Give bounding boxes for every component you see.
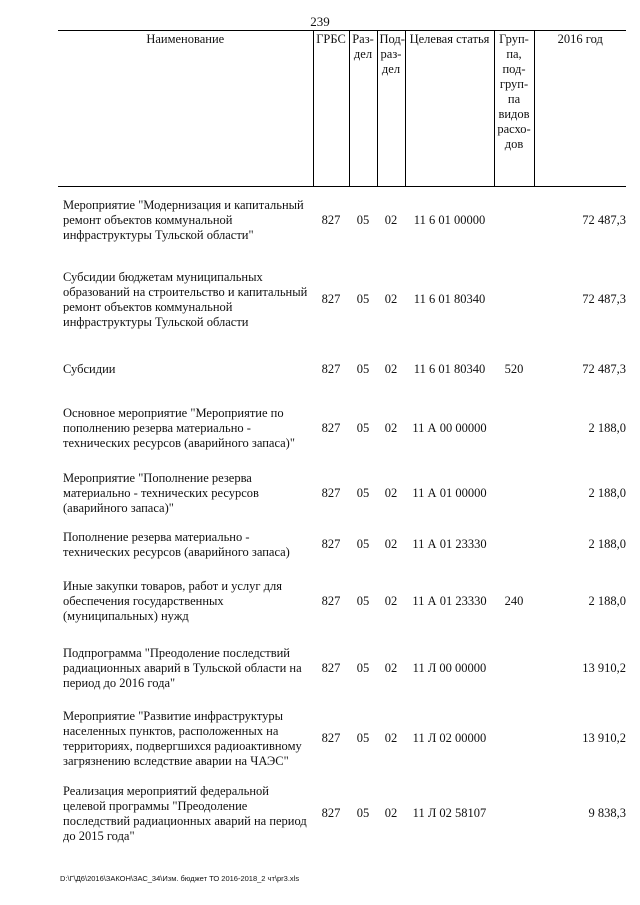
table-row <box>58 700 626 778</box>
row-name: Субсидии <box>63 362 116 376</box>
row-amount: 2 188,0 <box>588 594 626 608</box>
row-target: 11 6 01 80340 <box>413 292 486 306</box>
row-podrazdel: 02 <box>384 486 398 500</box>
row-podrazdel: 02 <box>384 421 398 435</box>
row-grbs: 827 <box>321 661 341 675</box>
table-header <box>58 31 626 187</box>
row-target: 11 А 01 00000 <box>412 486 487 500</box>
row-target: 11 Л 02 00000 <box>412 731 487 745</box>
row-podrazdel: 02 <box>384 292 398 306</box>
row-target: 11 А 00 00000 <box>412 421 487 435</box>
row-target: 11 Л 02 58107 <box>412 806 487 820</box>
row-podrazdel: 02 <box>384 212 398 227</box>
row-razdel: 05 <box>356 292 370 306</box>
row-podrazdel: 02 <box>384 731 398 745</box>
row-amount: 2 188,0 <box>588 421 626 435</box>
row-razdel: 05 <box>356 806 370 820</box>
row-amount: 9 838,3 <box>588 806 626 820</box>
row-target: 11 6 01 00000 <box>413 212 486 227</box>
row-group <box>494 464 534 524</box>
row-group <box>494 254 534 346</box>
table-row <box>58 778 626 850</box>
row-podrazdel: 02 <box>384 806 398 820</box>
row-amount: 2 188,0 <box>588 537 626 551</box>
row-name: Реализация мероприятий федеральной целевой программы "Преодоление последствий радиационных аварий на период до 2015 года" <box>63 783 307 843</box>
file-path-footer: D:\Г\Д6\2016\ЗАКОН\ЗАС_34\Изм. бюджет ТО 2016-2018_2 чт\pr3.xls <box>60 874 300 883</box>
row-target: 11 6 01 80340 <box>413 362 486 376</box>
row-amount: 72 487,3 <box>582 362 626 376</box>
header-year: 2016 год <box>534 31 626 187</box>
table-row <box>58 524 626 566</box>
row-grbs: 827 <box>321 292 341 306</box>
header-group: Груп- па, под- груп- па видов расхо- дов <box>494 31 534 187</box>
row-group <box>494 394 534 464</box>
row-razdel: 05 <box>356 594 370 608</box>
row-grbs: 827 <box>321 731 341 745</box>
row-amount: 13 910,2 <box>582 661 626 675</box>
row-podrazdel: 02 <box>384 594 398 608</box>
row-razdel: 05 <box>356 486 370 500</box>
row-target: 11 Л 00 00000 <box>412 661 487 675</box>
row-name: Мероприятие "Модернизация и капитальный ремонт объектов коммунальной инфраструктуры Тульской области" <box>63 197 304 242</box>
header-razdel: Раз- дел <box>349 31 377 187</box>
table-row <box>58 464 626 524</box>
row-grbs: 827 <box>321 421 341 435</box>
table-row <box>58 254 626 346</box>
row-amount: 72 487,3 <box>582 292 626 306</box>
row-name: Основное мероприятие "Мероприятие по пополнению резерва материально - технических ресурсов (аварийного запаса)" <box>63 406 295 450</box>
table-row <box>58 346 626 394</box>
row-group <box>494 187 534 254</box>
row-name: Иные закупки товаров, работ и услуг для обеспечения государственных (муниципальных) нужд <box>63 579 283 623</box>
header-name: Наименование <box>58 31 313 187</box>
row-razdel: 05 <box>356 362 370 376</box>
header-podrazdel: Под- раз- дел <box>377 31 405 187</box>
row-razdel: 05 <box>356 661 370 675</box>
row-target: 11 А 01 23330 <box>412 537 487 551</box>
row-group: 240 <box>504 594 524 608</box>
row-grbs: 827 <box>321 806 341 820</box>
row-podrazdel: 02 <box>384 362 398 376</box>
row-podrazdel: 02 <box>384 537 398 551</box>
row-grbs: 827 <box>321 362 341 376</box>
row-amount: 13 910,2 <box>582 731 626 745</box>
row-name: Мероприятие "Пополнение резерва материально - технических ресурсов (аварийного запаса)" <box>63 471 259 515</box>
row-grbs: 827 <box>321 537 341 551</box>
table-row <box>58 187 626 254</box>
row-name: Пополнение резерва материально - технических ресурсов (аварийного запаса) <box>63 529 290 559</box>
page-number: 239 <box>310 14 330 29</box>
row-grbs: 827 <box>321 594 341 608</box>
header-target: Целевая статья <box>405 31 494 187</box>
table-row <box>58 394 626 464</box>
row-grbs: 827 <box>321 486 341 500</box>
row-razdel: 05 <box>356 731 370 745</box>
row-razdel: 05 <box>356 421 370 435</box>
table-row <box>58 566 626 638</box>
row-group <box>494 778 534 850</box>
row-amount: 72 487,3 <box>582 212 626 227</box>
row-group <box>494 524 534 566</box>
row-podrazdel: 02 <box>384 661 398 675</box>
budget-table <box>58 30 626 850</box>
row-name: Подпрограмма "Преодоление последствий радиационных аварий в Тульской области на период до 2016 года" <box>63 646 302 690</box>
row-group <box>494 700 534 778</box>
row-name: Мероприятие "Развитие инфраструктуры населенных пунктов, расположенных на территориях, подвергшихся радиоактивному загрязнению вследствие аварии на ЧАЭС" <box>63 708 302 768</box>
row-razdel: 05 <box>356 212 370 227</box>
row-amount: 2 188,0 <box>588 486 626 500</box>
row-group <box>494 638 534 700</box>
header-grbs: ГРБС <box>313 31 349 187</box>
row-name: Субсидии бюджетам муниципальных образований на строительство и капитальный ремонт объектов коммунальной инфраструктуры Тульской области <box>63 269 308 329</box>
row-razdel: 05 <box>356 537 370 551</box>
table-row <box>58 638 626 700</box>
row-group: 520 <box>504 362 524 376</box>
row-target: 11 А 01 23330 <box>412 594 487 608</box>
row-grbs: 827 <box>321 212 341 227</box>
